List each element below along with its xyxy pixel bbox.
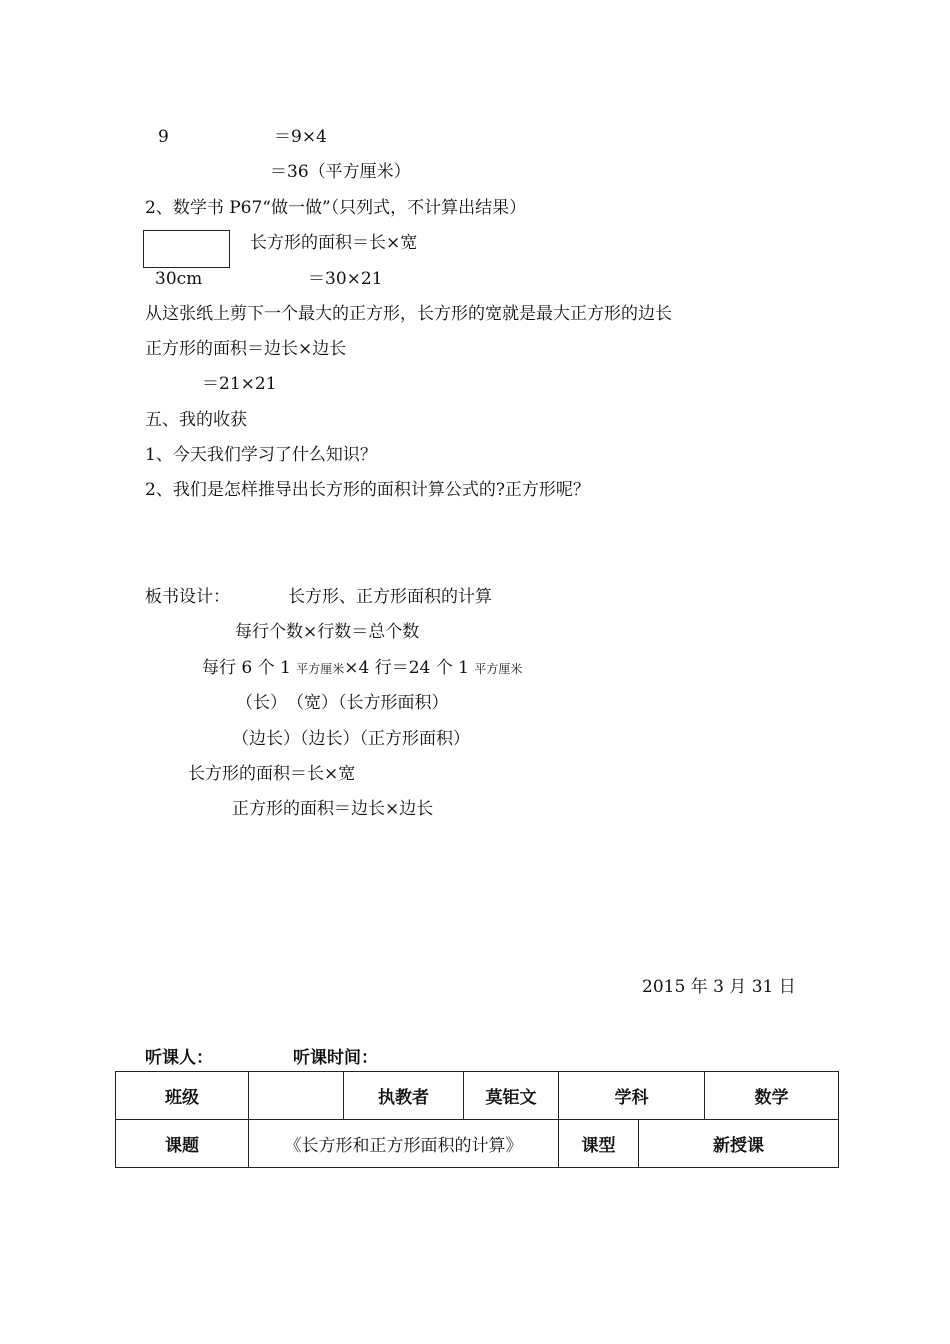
- subject-value-cell: 数学: [705, 1072, 839, 1120]
- topic-label-cell: 课题: [116, 1120, 249, 1168]
- topic-value-cell: 《长方形和正方形面积的计算》: [249, 1120, 559, 1168]
- board-line-2-part-a: 每行 6 个 1: [202, 658, 297, 678]
- board-line-2: [202, 657, 522, 680]
- harvest-question-1: 1、今天我们学习了什么知识？: [145, 445, 377, 465]
- rect-area-formula: 长方形的面积＝长×宽: [250, 233, 418, 253]
- board-design-label: 板书设计：: [145, 587, 230, 607]
- square-note: 从这张纸上剪下一个最大的正方形，长方形的宽就是最大正方形的边长: [145, 304, 672, 324]
- board-line-2-unit-2: 平方厘米: [474, 662, 523, 676]
- section-5-title: 五、我的收获: [145, 410, 247, 430]
- class-value-cell: [249, 1072, 344, 1120]
- table-row: [116, 1072, 839, 1120]
- board-line-3: （长） （宽）（长方形面积）: [236, 693, 449, 713]
- lesson-type-value-cell: 新授课: [639, 1120, 839, 1168]
- calc-equation-1: ＝9×4: [274, 127, 327, 147]
- calc-equation-2: ＝36（平方厘米）: [270, 162, 411, 182]
- harvest-question-2: 2、我们是怎样推导出长方形的面积计算公式的?正方形呢？: [145, 480, 590, 500]
- lesson-info-table: [115, 1071, 839, 1168]
- board-line-2-unit-1: 平方厘米: [296, 662, 345, 676]
- rect-width-label: 30cm: [155, 269, 203, 289]
- rect-area-equation: ＝30×21: [308, 269, 383, 289]
- board-line-5: 长方形的面积＝长×宽: [188, 764, 356, 784]
- listener-label: 听课人：: [145, 1048, 213, 1068]
- square-area-formula: 正方形的面积＝边长×边长: [145, 339, 347, 359]
- board-design-title: 长方形、正方形面积的计算: [288, 587, 492, 607]
- board-line-4: （边长）（边长）（正方形面积）: [232, 729, 470, 749]
- board-line-1: 每行个数×行数＝总个数: [235, 622, 420, 642]
- exercise-2-title: 2、数学书 P67“做一做”（只列式，不计算出结果）: [145, 198, 527, 218]
- board-line-2-part-b: ×4 行＝24 个 1: [344, 658, 475, 678]
- square-area-equation: ＝21×21: [202, 374, 277, 394]
- teacher-value-cell: 莫钜文: [464, 1072, 559, 1120]
- table-row: [116, 1120, 839, 1168]
- listen-time-label: 听课时间：: [293, 1048, 378, 1068]
- class-label-cell: 班级: [116, 1072, 249, 1120]
- subject-label-cell: 学科: [559, 1072, 705, 1120]
- calc-number: 9: [158, 127, 169, 147]
- teacher-label-cell: 执教者: [344, 1072, 464, 1120]
- board-line-6: 正方形的面积＝边长×边长: [232, 799, 434, 819]
- rectangle-figure: [143, 230, 230, 268]
- lesson-type-label-cell: 课型: [559, 1120, 639, 1168]
- date: 2015 年 3 月 31 日: [642, 977, 796, 997]
